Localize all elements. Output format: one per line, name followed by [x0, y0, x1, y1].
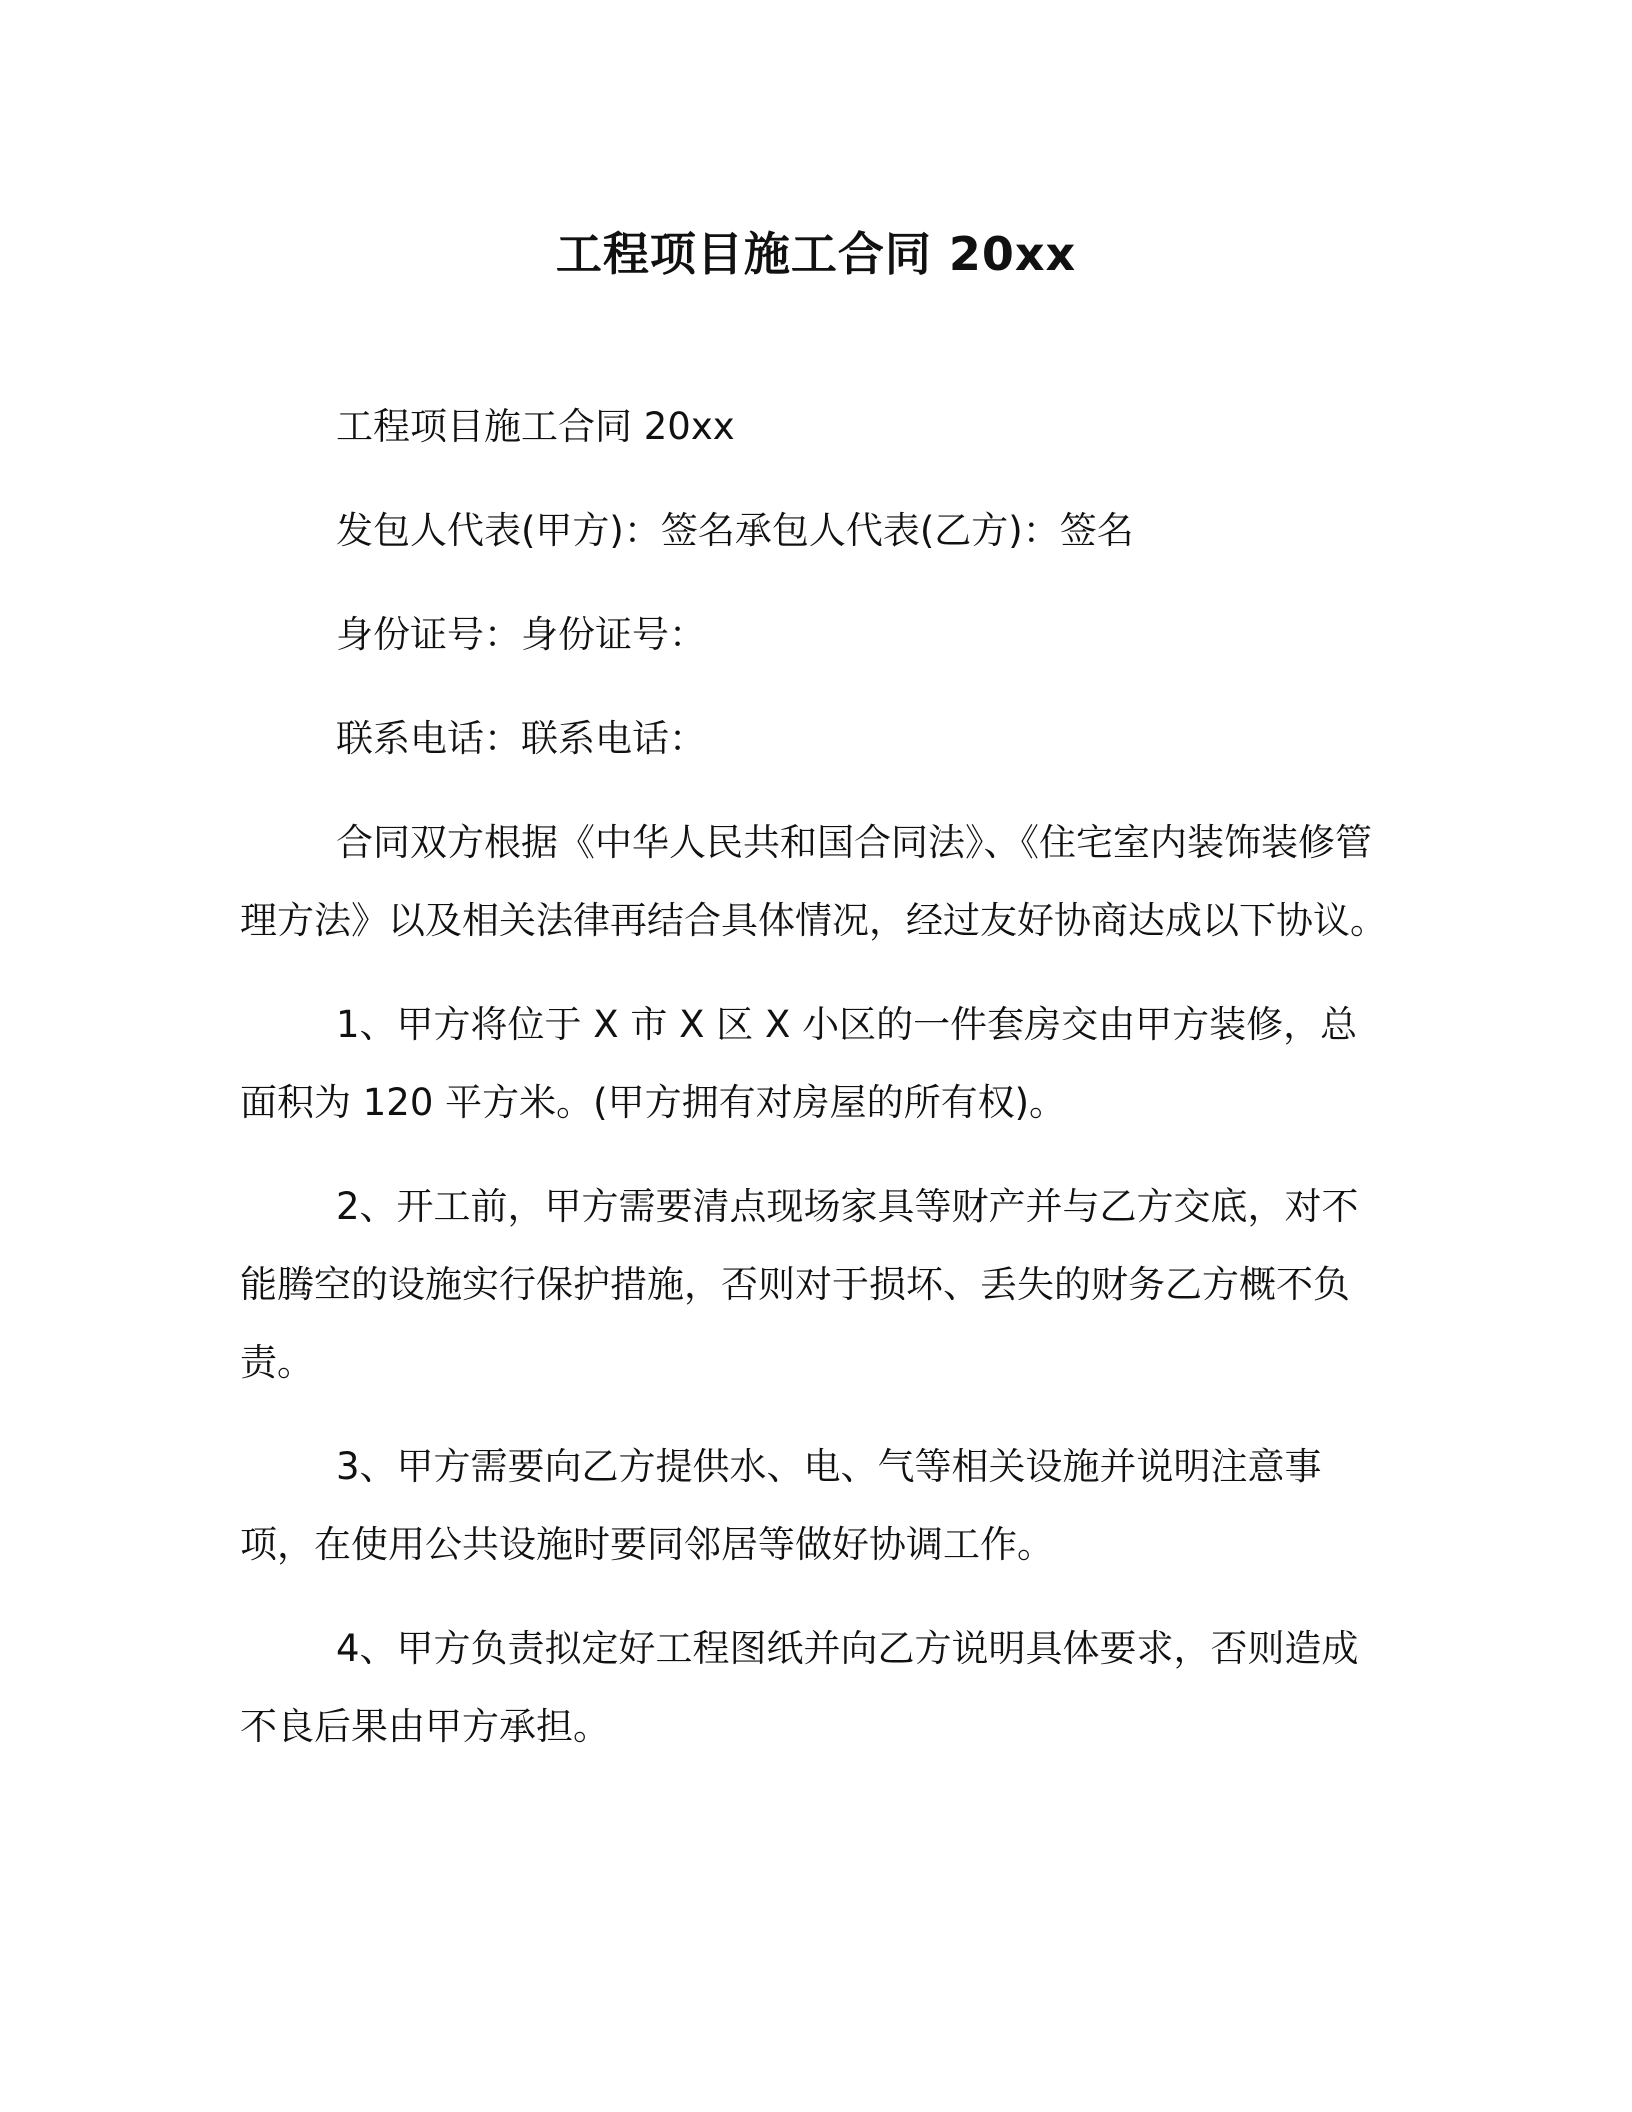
header-line-phones: 联系电话：联系电话：	[336, 717, 706, 760]
header-block	[240, 388, 1390, 778]
document-title: 工程项目施工合同 20xx	[555, 227, 1077, 281]
header-line-title: 工程项目施工合同 20xx	[336, 405, 735, 448]
header-line-signatures: 发包人代表(甲方)：签名承包人代表(乙方)：签名	[336, 509, 1134, 552]
header-line-id-numbers: 身份证号：身份证号：	[336, 613, 706, 656]
clause-4: 4、甲方负责拟定好工程图纸并向乙方说明具体要求，否则造成不良后果由甲方承担。	[240, 1627, 1359, 1748]
clause-1: 1、甲方将位于 X 市 X 区 X 小区的一件套房交由甲方装修，总面积为 120 平方米。(甲方拥有对房屋的所有权)。	[240, 1003, 1358, 1124]
intro-paragraph: 合同双方根据《中华人民共和国合同法》、《住宅室内装饰装修管理方法》以及相关法律再结合具体情况，经过友好协商达成以下协议。	[240, 821, 1387, 942]
clause-3: 3、甲方需要向乙方提供水、电、气等相关设施并说明注意事项，在使用公共设施时要同邻居等做好协调工作。	[240, 1445, 1322, 1566]
clause-2: 2、开工前，甲方需要清点现场家具等财产并与乙方交底，对不能腾空的设施实行保护措施，否则对于损坏、丢失的财务乙方概不负责。	[240, 1185, 1359, 1384]
document-body	[240, 388, 1390, 1766]
